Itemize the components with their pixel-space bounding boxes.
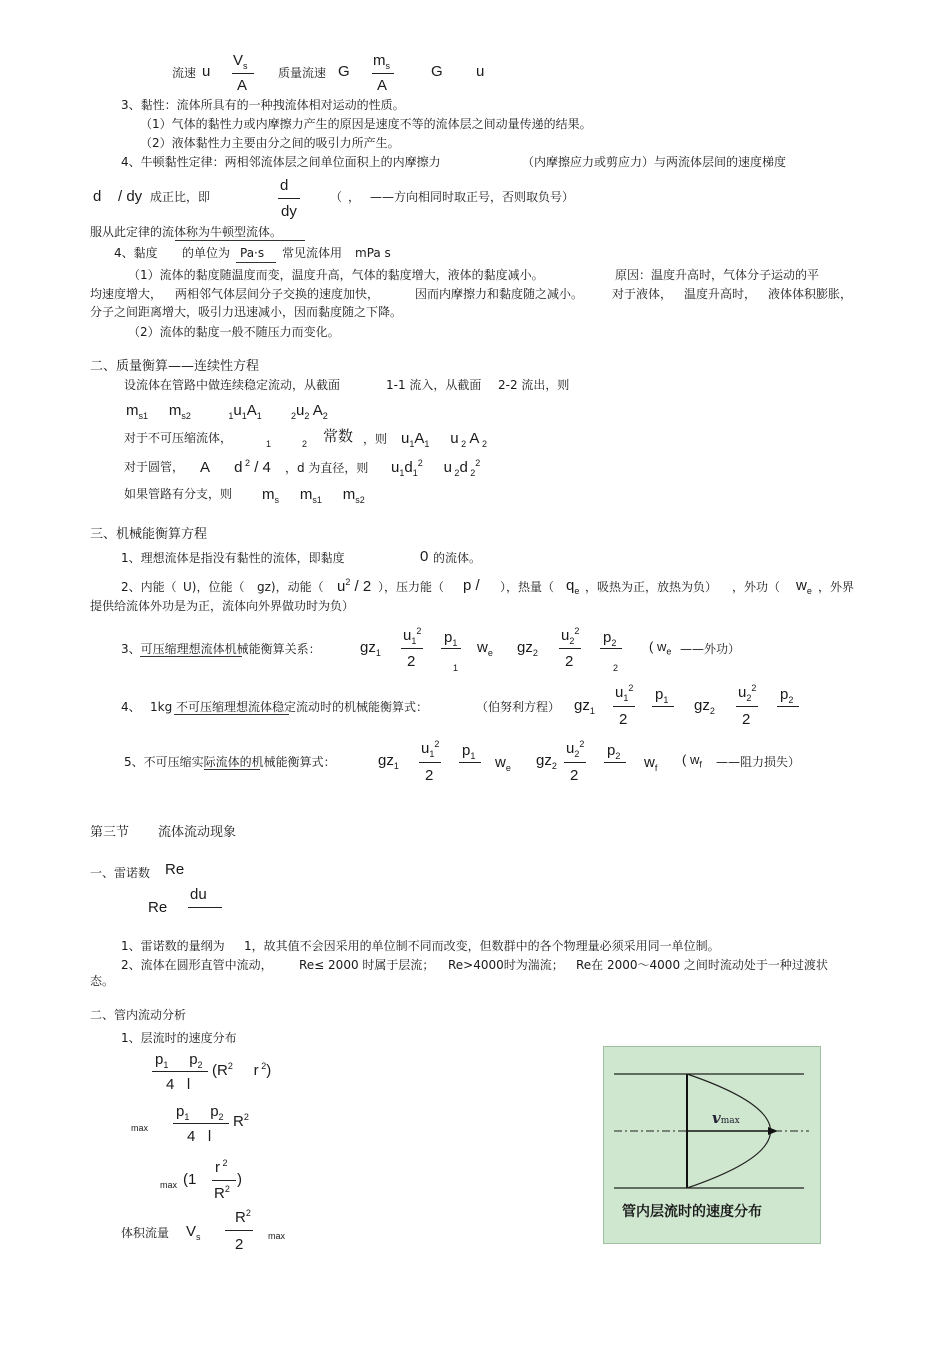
math-p1: $p_1$ [655,686,669,705]
fraction-bar [441,648,461,649]
math-u2sq: $u_2^2$ [738,683,757,703]
reynolds-1b: 1，故其值不会因采用的单位制不同而改变，但数群中的各个物理量必须采用同一单位制。 [244,939,720,953]
fraction-bar [600,648,622,649]
ideal-fluid-b: 的流体。 [433,551,482,565]
underline [236,262,276,263]
fraction-bar [188,907,222,908]
energy-c: gz)，动能（ [257,580,324,594]
underline [175,240,305,241]
math-area: A d $^2$ / 4 [200,458,271,476]
math-g2: G [431,63,443,80]
math-gz2: $gz_2$ [694,697,715,716]
incompressible-const: 常数 [323,428,354,445]
energy-i: 提供给流体外功是为正，流体向外界做功时为负） [90,599,355,613]
round-pipe-a: 对于圆管， [124,460,185,474]
laminar-title: 1、层流时的速度分布 [121,1031,237,1045]
massflow-label: 质量流速 [278,66,327,80]
energy-d: ），压力能（ [378,580,445,594]
math-p2: $p_2$ [780,686,794,705]
math-we-note: ( $w_e$ [649,639,672,657]
math-u1sq: $u_1^2$ [615,683,634,703]
eq3-label: 3、可压缩理想流体机械能衡算关系： [121,642,321,656]
math-r2b: $R^2$ [233,1112,249,1130]
section-title-continuity: 二、质量衡算——连续性方程 [90,359,260,374]
math-two: 2 [425,767,434,784]
underline [140,656,242,657]
eq5-note: ——阻力损失） [716,755,801,769]
temp-line-2b: 两相邻气体层间分子交换的速度加快， [175,287,380,301]
math-dy: / dy [118,188,143,205]
sub-2: 2 [302,439,308,449]
math-two: 2 [570,767,579,784]
math-paren: (1 [183,1171,197,1188]
math-u2: u [476,63,485,80]
chapter-title-2: 流体流动现象 [158,825,237,840]
temp-line-2a: 均速度增大， [90,287,163,301]
math-r2: ($R^2$ r $^2$) [212,1061,272,1079]
fraction-bar [212,1180,236,1181]
math-p2: $p_2$ [607,742,621,761]
math-we-eq3: $w_e$ [477,639,493,658]
fraction-bar [173,1123,229,1124]
visc-unit-a: 4、黏度 [114,246,158,260]
eq4-b: 1kg 不可压缩理想流体稳定流动时的机械能衡算式： [150,700,429,714]
math-p1-p2: $p_1$ $p_2$ [155,1051,203,1070]
reynolds-2e: 态。 [90,974,115,988]
section-title-energy: 三、机械能衡算方程 [90,527,208,542]
math-zero: 0 [420,548,429,565]
chapter-title: 第三节 [90,825,130,840]
fraction-bar [372,73,394,74]
math-d-relation: $u_1d_1^2$ u $_2$d $_2^2$ [391,458,481,478]
continuity-intro-b: 1-1 流入，从截面 [386,378,482,392]
underline [174,714,289,715]
math-ms: $m_s$ [373,52,390,71]
fraction-bar [604,762,626,763]
fraction-bar [652,706,674,707]
sub-rho2: 2 [613,663,619,673]
reynolds-2a: 2、流体在圆形直管中流动， [121,958,273,972]
math-u2sq: $u_2^2$ [561,626,580,646]
visc-unit-e: mPa s [355,246,391,260]
temp-line-2d: 对于液体， [612,287,673,301]
energy-e: ），热量（ [500,580,555,594]
math-two: 2 [565,653,574,670]
math-p1: $p_1$ [462,742,476,761]
math-p2: $p_2$ [603,629,617,648]
math-u1sq: $u_1^2$ [421,739,440,759]
temp-line-1: （1）流体的黏度随温度而变，温度升高，气体的黏度增大，液体的黏度减小。 [128,268,544,282]
energy-a: 2、内能（ [121,580,177,594]
laminar-velocity-figure [603,1046,821,1244]
newton-law-f: ——方向相同时取正号，否则取负号） [370,190,575,204]
temp-line-2e: 温度升高时， [684,287,757,301]
temp-line-2f: 液体体积膨胀， [768,287,853,301]
math-gz1: $gz_1$ [378,752,399,771]
reynolds-2c: Re>4000时为湍流； [448,958,564,972]
sub-1: 1 [266,439,272,449]
visc-item-1: （1）气体的黏性力或内摩擦力产生的原因是速度不等的流体层之间动量传递的结果。 [140,117,592,131]
reynolds-2d: Re在 2000～4000 之间时流动处于一种过渡状 [576,958,828,972]
energy-f: ，吸热为正，放热为负） [585,580,718,594]
continuity-intro-a: 设流体在管路中做连续稳定流动，从截面 [124,378,341,392]
energy-g: ，外功（ [732,580,781,594]
math-re: Re [165,861,185,878]
math-4l: 4 l [187,1128,212,1145]
underline [204,769,260,770]
newton-law-a: 4、牛顿黏性定律：两相邻流体层之间单位面积上的内摩擦力 [121,155,441,169]
math-re2: Re [148,899,168,916]
fraction-bar [559,648,581,649]
pressure-note: （2）流体的黏度一般不随压力而变化。 [128,325,340,339]
volume-flow-label: 体积流量 [121,1226,170,1240]
sub-rho1: 1 [453,663,459,673]
math-mass-balance: $m_{s1}$ $m_{s2}$ $_1u_1A_1$ $_2u_2$ $A_2$ [126,402,328,421]
math-p1-p2: $p_1$ $p_2$ [176,1103,224,1122]
fraction-bar [564,762,586,763]
viscosity-def: 3、黏性：流体所具有的一种拽流体相对运动的性质。 [121,98,405,112]
round-pipe-b: ，d 为直径，则 [285,461,369,475]
math-u1sq: $u_1^2$ [403,626,422,646]
ideal-fluid-a: 1、理想流体是指没有黏性的流体，即黏度 [121,551,345,565]
newton-law-b: （内摩擦应力或剪应力）与两流体层间的速度梯度 [522,155,787,169]
fraction-bar [232,73,254,74]
math-kinetic: $u^2 / 2$ [337,577,372,595]
sub-max: max [268,1231,286,1241]
fraction-bar [777,706,799,707]
incompressible-c: ，则 [363,432,388,446]
temp-line-2c: 因而内摩擦力和黏度随之减小。 [415,287,584,301]
visc-unit-c: Pa·s [240,246,265,260]
math-gz2: $gz_2$ [517,639,538,658]
newton-law-c: 成正比，即 [150,190,211,204]
math-paren-close: ) [237,1171,242,1188]
newton-law-e: ， [348,190,361,204]
flow-label: 流速 [172,66,197,80]
continuity-intro-c: 2-2 流出，则 [498,378,570,392]
math-du: du [190,886,207,903]
math-two: 2 [407,653,416,670]
math-u1a1: $u_1A_1$ u $_2$ A $_2$ [401,430,487,449]
energy-h: ，外界 [818,580,855,594]
sub-max: max [131,1123,149,1133]
math-vs: $V_s$ [186,1223,201,1242]
temp-line-1b: 原因：温度升高时，气体分子运动的平 [615,268,820,282]
math-gz2: $gz_2$ [536,752,557,771]
math-two: 2 [235,1236,244,1253]
math-gz1: $gz_1$ [574,697,595,716]
visc-item-2: （2）液体黏性力主要由分之间的吸引力所产生。 [140,136,400,150]
fraction-bar [225,1230,253,1231]
fraction-bar [459,762,481,763]
visc-unit-d: 常见流体用 [282,246,343,260]
reynolds-1: 1、雷诺数的量纲为 [121,939,225,953]
math-g: G [338,63,350,80]
newton-law-g: 服从此定律的流体称为牛顿型流体。 [90,225,283,239]
fraction-bar [152,1071,208,1072]
math-pressure: p / [463,577,480,594]
math-we-eq5: $w_e$ [495,754,511,773]
math-wf: $w_f$ [644,754,658,773]
math-d: d [93,188,102,205]
temp-line-3: 分子之间距离增大，吸引力迅速减小，因而黏度随之下降。 [90,305,403,319]
incompressible-a: 对于不可压缩流体， [124,431,233,445]
reynolds-title: 一、雷诺数 [90,866,151,880]
visc-unit-b: 的单位为 [182,246,231,260]
math-two: 2 [742,711,751,728]
fraction-bar [401,648,423,649]
math-4l: 4 l [166,1076,191,1093]
newton-law-d: （ [330,190,343,204]
math-two: 2 [619,711,628,728]
math-q: $q_e$ [566,577,580,596]
eq4-c: （伯努利方程） [476,700,561,714]
math-we: $w_e$ [796,577,812,596]
figure-caption: 管内层流时的速度分布 [622,1204,762,1220]
math-vs: $V_s$ [233,52,248,71]
math-dy-den: dy [281,203,297,220]
energy-b: U)，位能（ [183,580,245,594]
sub-max: max [160,1180,178,1190]
math-r2-num: r $^2$ [215,1158,228,1176]
math-branch: $m_s$ $m_{s1}$ $m_{s2}$ [262,486,365,505]
math-r2-den: $R^2$ [214,1184,230,1202]
math-r2-num: $R^2$ [235,1208,251,1226]
math-p1: $p_1$ [444,629,458,648]
vmax-label: vmax [712,1109,740,1127]
math-wf-note: ( $w_f$ [682,752,702,770]
pipe-flow-title: 二、管内流动分析 [90,1008,187,1022]
fraction-bar [278,198,300,199]
fraction-bar [613,706,635,707]
math-u2sq: $u_2^2$ [566,739,585,759]
fraction-bar [419,762,441,763]
fraction-bar [736,706,758,707]
eq4-a: 4、 [121,700,141,714]
math-d-num: d [280,177,289,194]
math-a: A [237,77,248,94]
eq3-note: ——外功） [680,642,741,656]
branch-a: 如果管路有分支，则 [124,487,233,501]
eq5-label: 5、不可压缩实际流体的机械能衡算式： [124,755,336,769]
math-gz1: $gz_1$ [360,639,381,658]
math-u: u [202,63,211,80]
reynolds-2b: Re≤ 2000 时属于层流； [299,958,435,972]
math-a2: A [377,77,388,94]
